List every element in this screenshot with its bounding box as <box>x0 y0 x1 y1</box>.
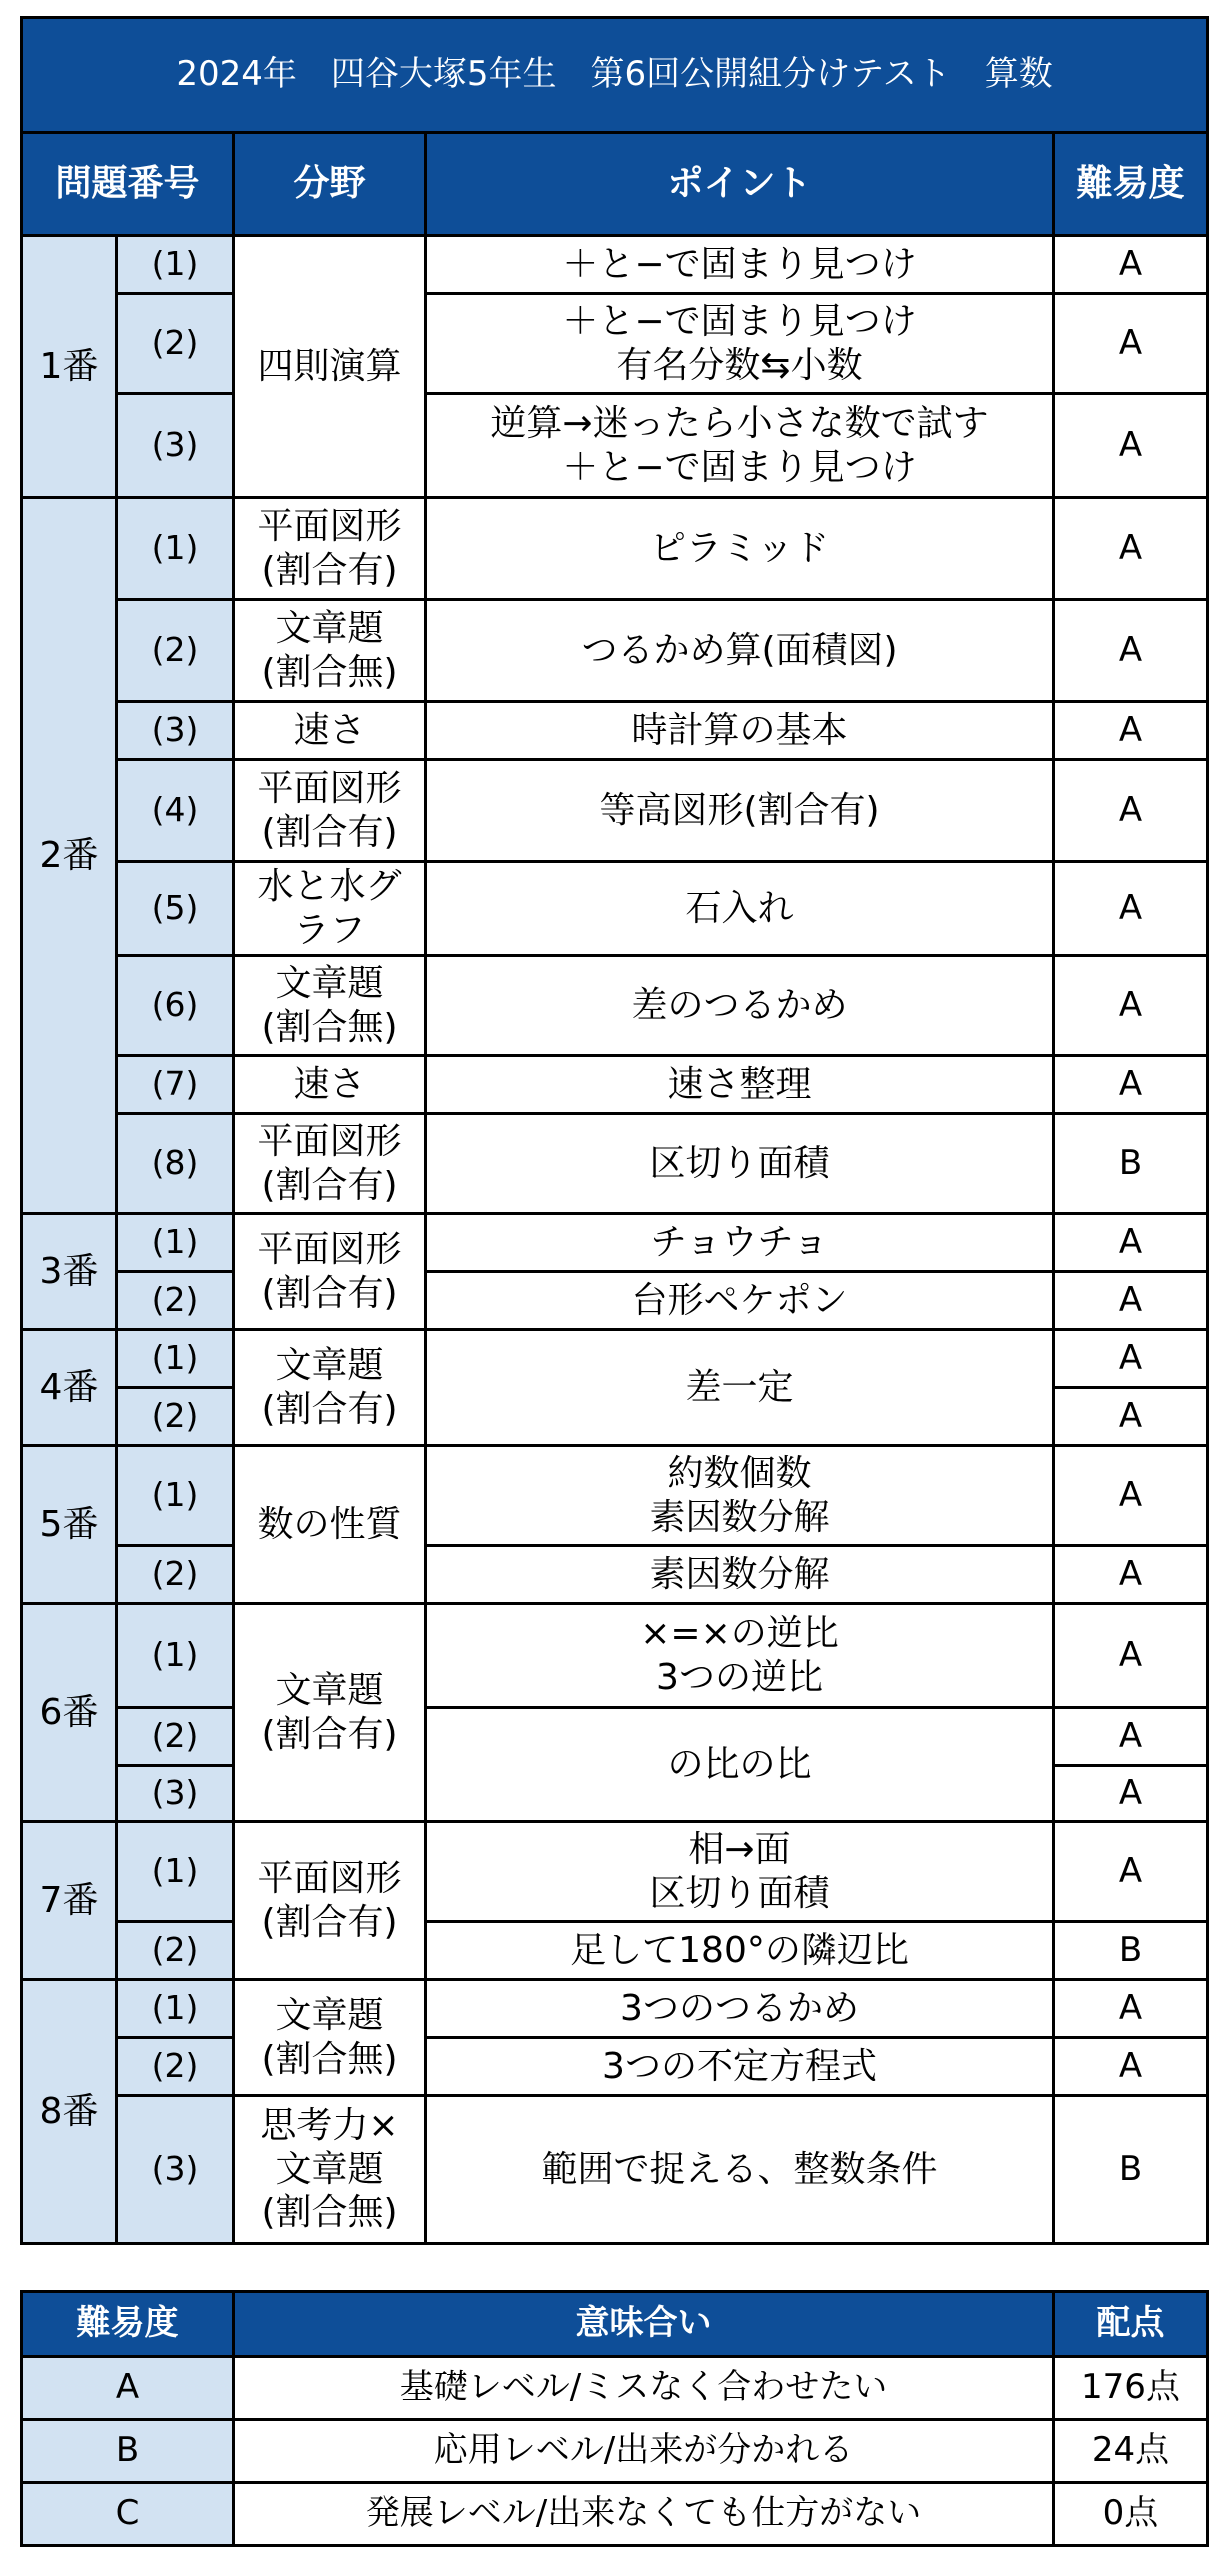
field-cell <box>234 702 426 760</box>
point-line: 区切り面積 <box>649 1142 830 1184</box>
sub-number: (1) <box>117 236 234 294</box>
test-analysis-table <box>20 16 1209 2245</box>
header-field: 分野 <box>234 133 426 236</box>
point-cell <box>426 1604 1054 1708</box>
field-cell <box>234 956 426 1056</box>
field-line: (割合無) <box>261 1006 398 1048</box>
legend-row <box>22 2420 1208 2483</box>
field-line: 文章題 <box>275 607 384 649</box>
field-line: 平面図形 <box>257 505 402 547</box>
field-line: (割合有) <box>261 549 398 591</box>
section-label: 8番 <box>22 1980 117 2244</box>
point-cell <box>426 1446 1054 1546</box>
level-cell: A <box>1054 1980 1208 2038</box>
level-cell: A <box>1054 394 1208 498</box>
point-cell <box>426 1708 1054 1822</box>
point-cell <box>426 1922 1054 1980</box>
table-row <box>22 1604 1208 1708</box>
field-cell <box>234 1214 426 1330</box>
field-line: 平面図形 <box>257 1120 402 1162</box>
point-cell <box>426 1214 1054 1272</box>
level-cell: A <box>1054 702 1208 760</box>
sub-number: (2) <box>117 1272 234 1330</box>
point-cell <box>426 2038 1054 2096</box>
level-cell: A <box>1054 1330 1208 1388</box>
point-line: 範囲で捉える、整数条件 <box>541 2148 938 2190</box>
field-line: (割合有) <box>261 1272 398 1314</box>
table-row <box>22 1446 1208 1546</box>
point-line: 区切り面積 <box>649 1872 830 1914</box>
point-line: 素因数分解 <box>649 1496 830 1538</box>
field-line: 思考力× <box>260 2104 399 2146</box>
level-cell: A <box>1054 1708 1208 1766</box>
level-cell: A <box>1054 236 1208 294</box>
field-cell <box>234 1114 426 1214</box>
field-line: 文章題 <box>275 2148 384 2190</box>
sub-number: (1) <box>117 1214 234 1272</box>
legend-level: B <box>22 2420 234 2483</box>
sub-number: (4) <box>117 760 234 862</box>
point-line: 約数個数 <box>667 1452 812 1494</box>
field-line: 速さ <box>293 709 366 751</box>
level-cell: A <box>1054 498 1208 600</box>
legend-points: 0点 <box>1054 2483 1208 2546</box>
point-line: 速さ整理 <box>667 1063 812 1105</box>
point-line: 石入れ <box>685 887 794 929</box>
legend-row <box>22 2357 1208 2420</box>
field-line: 平面図形 <box>257 1857 402 1899</box>
header-number: 問題番号 <box>22 133 234 236</box>
difficulty-legend-table <box>20 2290 1209 2547</box>
point-line: 3つの不定方程式 <box>602 2045 877 2087</box>
level-cell: A <box>1054 1056 1208 1114</box>
table-row <box>22 600 1208 702</box>
field-cell <box>234 1604 426 1822</box>
legend-points: 24点 <box>1054 2420 1208 2483</box>
table-row <box>22 1980 1208 2038</box>
level-cell: B <box>1054 2096 1208 2244</box>
header-point: ポイント <box>426 133 1054 236</box>
sub-number: (5) <box>117 862 234 956</box>
point-line: 3つのつるかめ <box>620 1987 859 2029</box>
point-cell <box>426 1330 1054 1446</box>
field-line: (割合無) <box>261 651 398 693</box>
sub-number: (1) <box>117 1822 234 1922</box>
point-line: ×=×の逆比 <box>640 1612 839 1654</box>
field-line: 水と水グ <box>257 865 402 907</box>
point-line: ピラミッド <box>649 527 830 569</box>
point-line: 相→面 <box>688 1828 791 1870</box>
field-line: 四則演算 <box>257 345 402 387</box>
sub-number: (2) <box>117 1546 234 1604</box>
level-cell: A <box>1054 956 1208 1056</box>
field-line: 平面図形 <box>257 1228 402 1270</box>
field-cell <box>234 498 426 600</box>
table-row <box>22 394 1208 498</box>
field-cell <box>234 862 426 956</box>
field-line: 文章題 <box>275 1994 384 2036</box>
field-line: (割合無) <box>261 2038 398 2080</box>
table-row <box>22 702 1208 760</box>
point-cell <box>426 1056 1054 1114</box>
level-cell: A <box>1054 862 1208 956</box>
table-row <box>22 2096 1208 2244</box>
field-cell <box>234 2096 426 2244</box>
point-line: チョウチョ <box>650 1221 829 1263</box>
sub-number: (2) <box>117 294 234 394</box>
point-line: 差のつるかめ <box>631 984 848 1026</box>
legend-header-level: 難易度 <box>22 2292 234 2357</box>
sub-number: (3) <box>117 2096 234 2244</box>
table-row <box>22 1056 1208 1114</box>
table-row <box>22 1822 1208 1922</box>
table-row <box>22 498 1208 600</box>
level-cell: A <box>1054 1822 1208 1922</box>
section-label: 4番 <box>22 1330 117 1446</box>
level-cell: A <box>1054 1766 1208 1822</box>
field-line: (割合有) <box>261 811 398 853</box>
sub-number: (7) <box>117 1056 234 1114</box>
point-cell <box>426 236 1054 294</box>
level-cell: A <box>1054 2038 1208 2096</box>
level-cell: A <box>1054 1446 1208 1546</box>
section-label: 3番 <box>22 1214 117 1330</box>
field-line: 文章題 <box>275 962 384 1004</box>
field-cell <box>234 1330 426 1446</box>
point-line: 有名分数⇆小数 <box>616 344 863 386</box>
sub-number: (3) <box>117 394 234 498</box>
level-cell: B <box>1054 1114 1208 1214</box>
sub-number: (1) <box>117 1980 234 2038</box>
point-cell <box>426 702 1054 760</box>
sub-number: (2) <box>117 1708 234 1766</box>
field-line: ラフ <box>293 909 366 951</box>
point-cell <box>426 1980 1054 2038</box>
field-cell <box>234 1056 426 1114</box>
sub-number: (2) <box>117 600 234 702</box>
table-title: 2024年 四谷大塚5年生 第6回公開組分けテスト 算数 <box>22 18 1208 133</box>
section-label: 5番 <box>22 1446 117 1604</box>
field-line: (割合無) <box>261 2192 398 2234</box>
table-row <box>22 1546 1208 1604</box>
level-cell: A <box>1054 1388 1208 1446</box>
sub-number: (1) <box>117 498 234 600</box>
sub-number: (3) <box>117 702 234 760</box>
field-cell <box>234 1980 426 2096</box>
section-label: 6番 <box>22 1604 117 1822</box>
sub-number: (6) <box>117 956 234 1056</box>
table-row <box>22 2038 1208 2096</box>
point-cell <box>426 760 1054 862</box>
point-cell <box>426 2096 1054 2244</box>
field-line: 平面図形 <box>257 767 402 809</box>
field-line: (割合有) <box>261 1164 398 1206</box>
point-line: 等高図形(割合有) <box>599 789 880 831</box>
table-row <box>22 760 1208 862</box>
field-line: (割合有) <box>261 1388 398 1430</box>
legend-header-meaning: 意味合い <box>234 2292 1054 2357</box>
point-cell <box>426 600 1054 702</box>
point-cell <box>426 956 1054 1056</box>
legend-header-points: 配点 <box>1054 2292 1208 2357</box>
sub-number: (2) <box>117 1922 234 1980</box>
sub-number: (1) <box>117 1446 234 1546</box>
table-row <box>22 1272 1208 1330</box>
section-label: 1番 <box>22 236 117 498</box>
section-label: 7番 <box>22 1822 117 1980</box>
table-row <box>22 294 1208 394</box>
field-line: 数の性質 <box>257 1503 402 1545</box>
legend-level: C <box>22 2483 234 2546</box>
point-line: 時計算の基本 <box>631 709 848 751</box>
header-level: 難易度 <box>1054 133 1208 236</box>
field-cell <box>234 1446 426 1604</box>
sub-number: (1) <box>117 1604 234 1708</box>
table-row <box>22 236 1208 294</box>
point-line: ＋と−で固まり見つけ <box>562 243 917 285</box>
point-line: ＋と−で固まり見つけ <box>562 300 917 342</box>
point-cell <box>426 862 1054 956</box>
table-row <box>22 862 1208 956</box>
field-line: 文章題 <box>275 1344 384 1386</box>
level-cell: A <box>1054 600 1208 702</box>
field-line: (割合有) <box>261 1713 398 1755</box>
field-line: 速さ <box>293 1063 366 1105</box>
point-line: 台形ペケポン <box>631 1279 848 1321</box>
point-line: 差一定 <box>685 1366 794 1408</box>
legend-level: A <box>22 2357 234 2420</box>
field-cell <box>234 760 426 862</box>
section-label: 2番 <box>22 498 117 1214</box>
field-cell <box>234 600 426 702</box>
table-row <box>22 1708 1208 1766</box>
legend-row <box>22 2483 1208 2546</box>
level-cell: A <box>1054 1546 1208 1604</box>
field-line: 文章題 <box>275 1669 384 1711</box>
sub-number: (2) <box>117 1388 234 1446</box>
level-cell: A <box>1054 1214 1208 1272</box>
point-line: ＋と−で固まり見つけ <box>562 446 917 488</box>
point-cell <box>426 394 1054 498</box>
level-cell: A <box>1054 294 1208 394</box>
table-row <box>22 1214 1208 1272</box>
level-cell: A <box>1054 1272 1208 1330</box>
point-line: 3つの逆比 <box>656 1656 823 1698</box>
level-cell: B <box>1054 1922 1208 1980</box>
point-line: の比の比 <box>667 1743 812 1785</box>
legend-points: 176点 <box>1054 2357 1208 2420</box>
legend-meaning: 基礎レベル/ミスなく合わせたい <box>234 2357 1054 2420</box>
point-line: 素因数分解 <box>649 1553 830 1595</box>
point-line: 足して180°の隣辺比 <box>570 1929 909 1971</box>
point-cell <box>426 1546 1054 1604</box>
table-row <box>22 1114 1208 1214</box>
point-cell <box>426 294 1054 394</box>
point-cell <box>426 1114 1054 1214</box>
level-cell: A <box>1054 1604 1208 1708</box>
field-cell <box>234 1822 426 1980</box>
sub-number: (2) <box>117 2038 234 2096</box>
sub-number: (3) <box>117 1766 234 1822</box>
field-cell <box>234 236 426 498</box>
point-cell <box>426 1822 1054 1922</box>
sub-number: (8) <box>117 1114 234 1214</box>
point-cell <box>426 498 1054 600</box>
point-line: つるかめ算(面積図) <box>581 629 898 671</box>
point-line: 逆算→迷ったら小さな数で試す <box>490 402 989 444</box>
sub-number: (1) <box>117 1330 234 1388</box>
point-cell <box>426 1272 1054 1330</box>
table-row <box>22 956 1208 1056</box>
legend-meaning: 発展レベル/出来なくても仕方がない <box>234 2483 1054 2546</box>
legend-meaning: 応用レベル/出来が分かれる <box>234 2420 1054 2483</box>
field-line: (割合有) <box>261 1901 398 1943</box>
level-cell: A <box>1054 760 1208 862</box>
table-row <box>22 1922 1208 1980</box>
table-row <box>22 1330 1208 1388</box>
